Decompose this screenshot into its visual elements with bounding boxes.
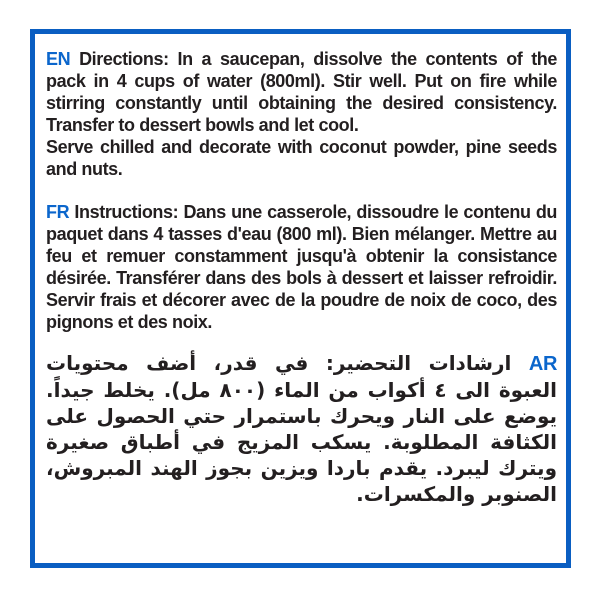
- directions-body2-en: Serve chilled and decorate with coconut powder, pine seeds and nuts.: [46, 137, 557, 179]
- instructions-panel: [30, 29, 571, 568]
- directions-section-fr: [46, 201, 557, 333]
- lang-code-en: EN: [46, 49, 71, 69]
- directions-heading-fr: Instructions:: [74, 202, 179, 222]
- directions-heading-en: Directions:: [79, 49, 169, 69]
- directions-body-ar: في قدر، أضف محتويات العبوة الى ٤ أكواب من الماء (٨٠٠ مل). يخلط جيداً. يوضع على النار ويحرك باستمرار حتي الحصول على الكثافة المطلوبة. يسكب المزيج في أطباق صغيرة ويترك ليبرد. يقدم باردا ويزين بجوز الهند المبروش، الصنوبر والمكسرات.: [46, 351, 557, 506]
- directions-heading-ar: ارشادات التحضير:: [325, 351, 512, 375]
- directions-section-ar: [46, 350, 557, 507]
- directions-section-en: [46, 48, 557, 180]
- lang-code-ar: AR: [528, 353, 557, 375]
- directions-body-fr: Dans une casserole, dissoudre le contenu du paquet dans 4 tasses d'eau (800 ml). Bien mélanger. Mettre au feu et remuer constamment jusqu'à obtenir la consistance désirée. Transférer dans des bols à dessert et laisser refroidir. Servir frais et décorer avec de la poudre de noix de coco, des pignons et des noix.: [46, 202, 558, 332]
- directions-body-en: In a saucepan, dissolve the contents of the pack in 4 cups of water (800ml). Stir well. Put on fire while stirring constantly until obtaining the desired consistency. Transfer to dessert bowls and let cool.: [46, 49, 558, 135]
- lang-code-fr: FR: [46, 202, 70, 222]
